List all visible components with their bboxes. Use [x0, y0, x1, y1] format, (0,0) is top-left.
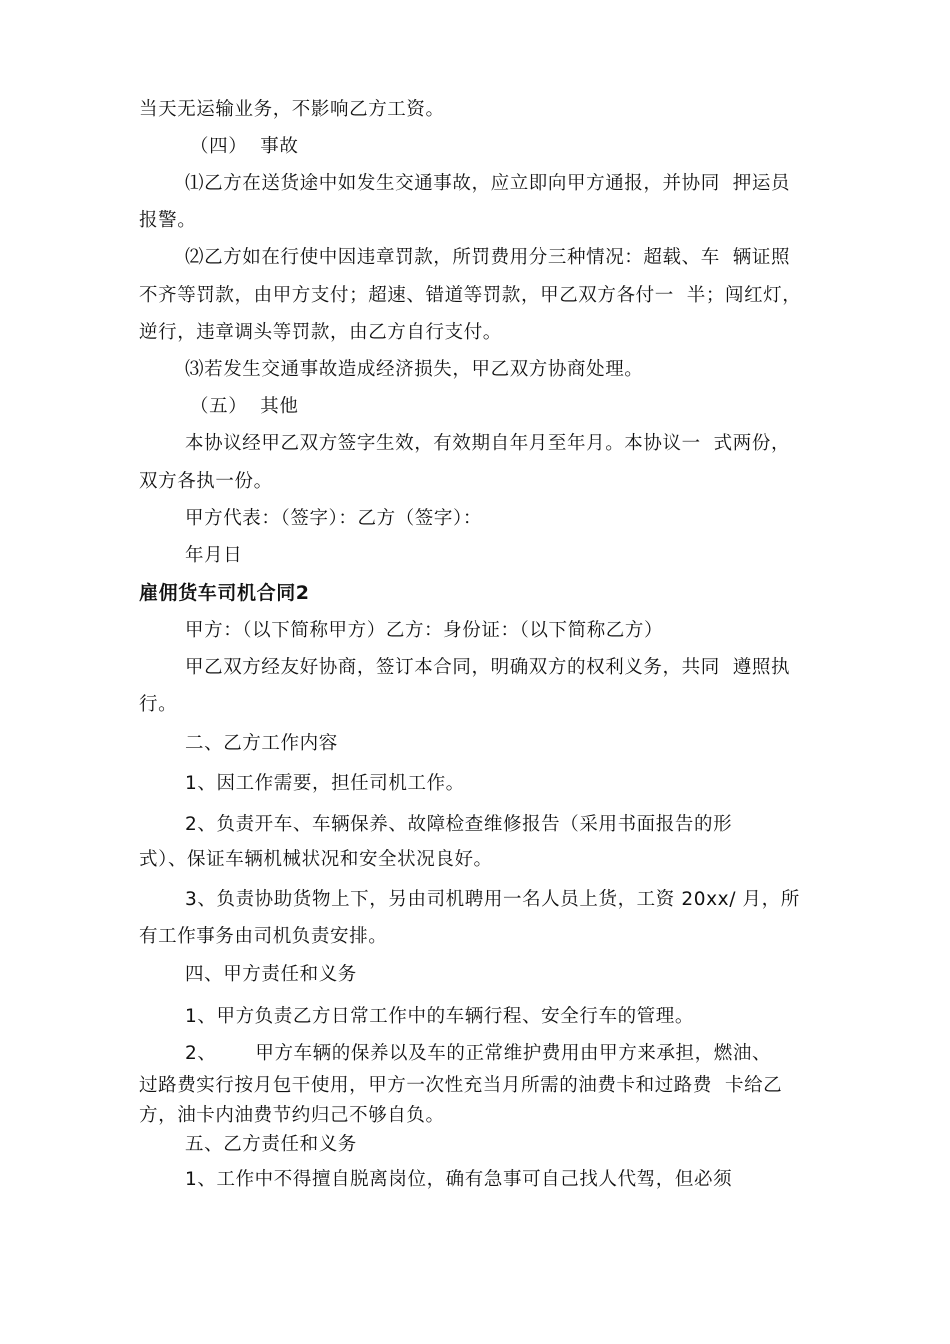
text-line: 1、因工作需要，担任司机工作。 — [185, 773, 465, 794]
text-line: 3、负责协助货物上下，另由司机聘用一名人员上货，工资 20xx/ 月，所 — [185, 889, 800, 910]
text-line: 方，油卡内油费节约归己不够自负。 — [139, 1105, 445, 1126]
document-heading: 雇佣货车司机合同2 — [139, 582, 310, 604]
text-line: 行。 — [139, 694, 178, 715]
text-line: 过路费实行按月包干使用，甲方一次性充当月所需的油费卡和过路费 卡给乙 — [139, 1075, 783, 1096]
text-line: 2、负责开车、车辆保养、故障检查维修报告（采用书面报告的形 — [185, 814, 733, 835]
text-line: ⑴乙方在送货途中如发生交通事故，应立即向甲方通报，并协同 押运员 — [185, 173, 791, 194]
text-line: 有工作事务由司机负责安排。 — [139, 926, 388, 947]
text-line: 甲乙双方经友好协商，签订本合同，明确双方的权利义务，共同 遵照执 — [185, 657, 791, 678]
signature-line: 甲方代表：（签字）：乙方（签字）： — [185, 508, 482, 529]
text-line: 报警。 — [139, 210, 197, 231]
section-heading: 四、甲方责任和义务 — [185, 964, 357, 985]
section-heading: 五、乙方责任和义务 — [185, 1134, 357, 1155]
text-line: ⑵乙方如在行使中因违章罚款，所罚费用分三种情况：超载、车 辆证照 — [185, 247, 791, 268]
section-heading: （五） 其他 — [190, 396, 299, 417]
text-line: 2、 甲方车辆的保养以及车的正常维护费用由甲方来承担，燃油、 — [185, 1043, 772, 1064]
text-line: 双方各执一份。 — [139, 471, 273, 492]
text-line: 逆行，违章调头等罚款，由乙方自行支付。 — [139, 322, 502, 343]
text-line: ⑶若发生交通事故造成经济损失，甲乙双方协商处理。 — [185, 359, 644, 380]
text-line: 不齐等罚款，由甲方支付；超速、错道等罚款，甲乙双方各付一 半；闯红灯， — [139, 285, 802, 306]
date-line: 年月日 — [185, 545, 243, 566]
text-line: 1、甲方负责乙方日常工作中的车辆行程、安全行车的管理。 — [185, 1006, 694, 1027]
text-line: 本协议经甲乙双方签字生效，有效期自年月至年月。本协议一 式两份， — [185, 433, 791, 454]
text-line: 当天无运输业务，不影响乙方工资。 — [139, 99, 445, 120]
section-heading: （四） 事故 — [190, 136, 299, 157]
text-line: 甲方：（以下简称甲方）乙方：身份证：（以下简称乙方） — [185, 620, 664, 641]
text-line: 式）、保证车辆机械状况和安全状况良好。 — [139, 849, 493, 870]
section-heading: 二、乙方工作内容 — [185, 733, 338, 754]
text-line: 1、工作中不得擅自脱离岗位，确有急事可自己找人代驾，但必须 — [185, 1169, 733, 1190]
